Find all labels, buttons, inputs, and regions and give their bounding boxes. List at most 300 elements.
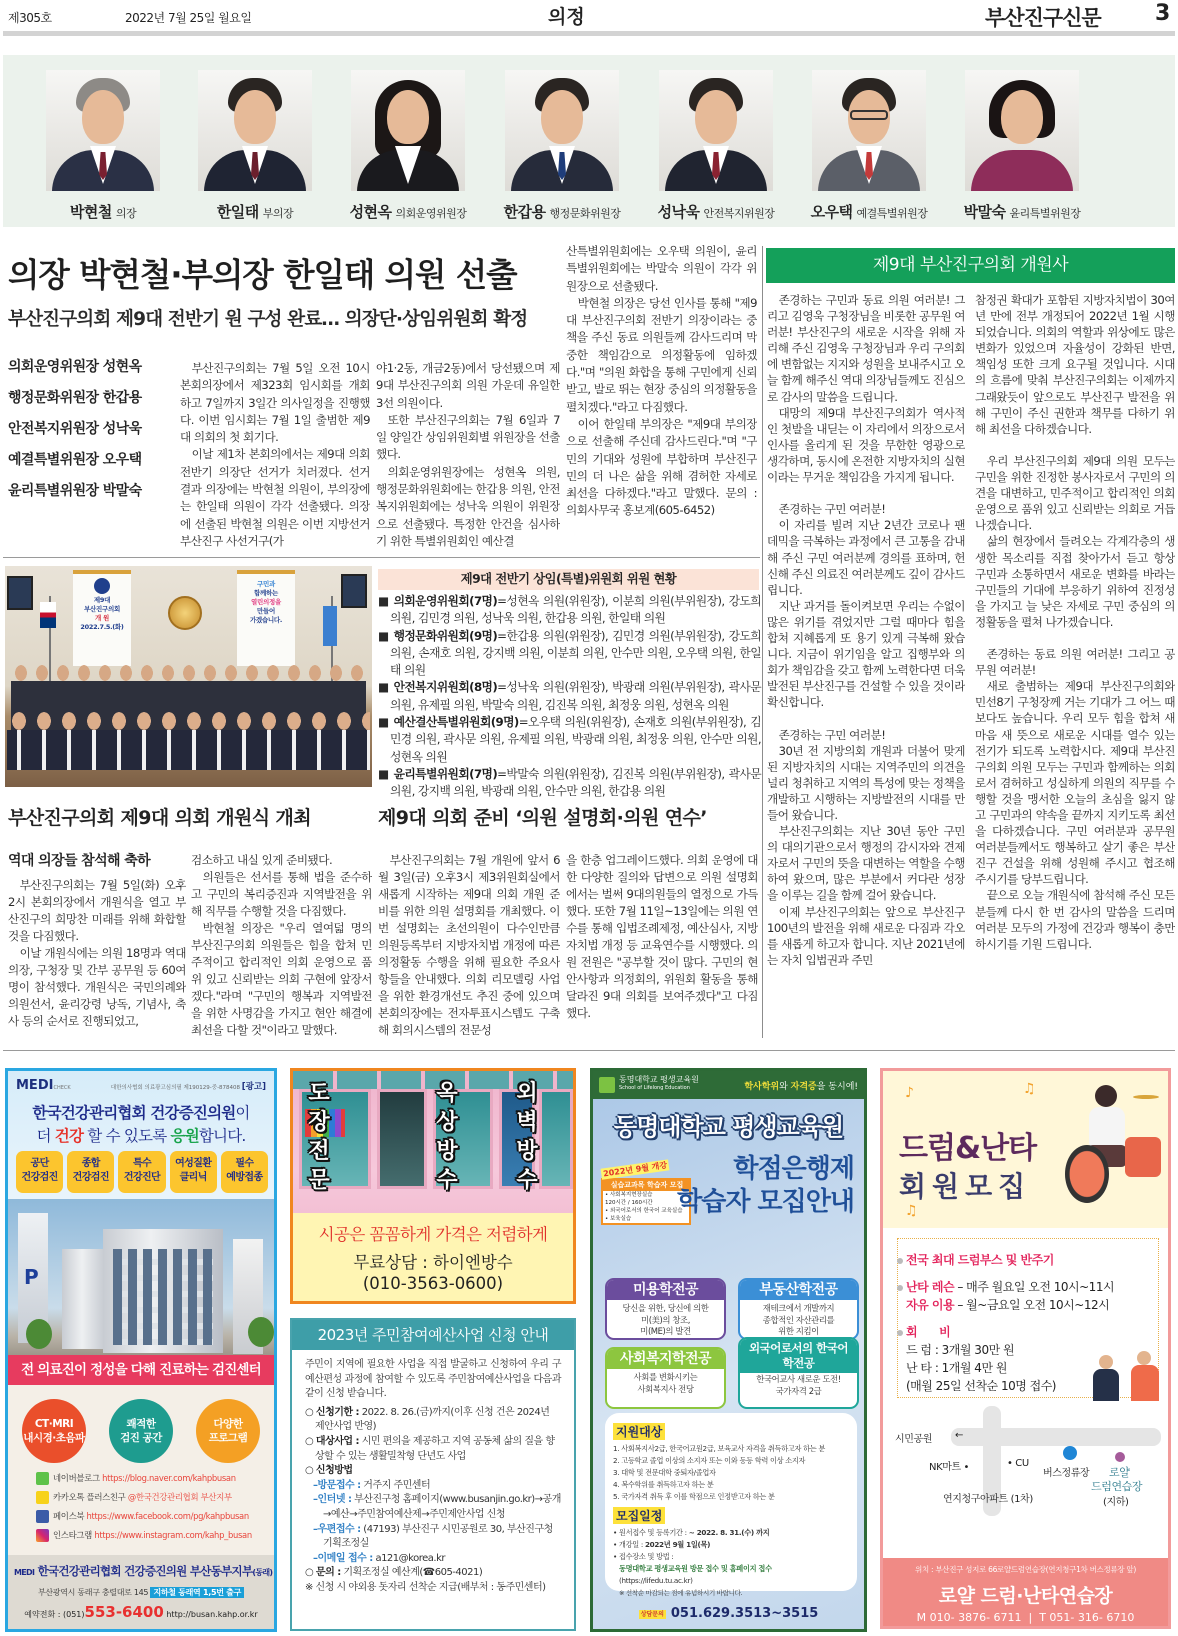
- cymbal-icon: [1133, 1095, 1159, 1099]
- field-label: 대상사업 :: [315, 1435, 360, 1447]
- branch-suffix: (동래): [252, 1568, 273, 1577]
- website-text: http://busan.kahp.or.kr: [166, 1610, 258, 1619]
- phone-number: 553-6400: [84, 1603, 164, 1621]
- field-value: 2022. 8. 26.(금)까지(이후 신청 건은 2024년 제안사업 반영): [315, 1406, 550, 1433]
- field-value: ~ 2022. 8. 31.(수) 까지: [688, 1528, 770, 1537]
- method-visit: [305, 1479, 561, 1494]
- field-label: –우편접수 :: [313, 1523, 361, 1535]
- committee-item: ■ 의회운영위원회(7명)=성현옥 의원(위원장), 이분희 의원(부위원장), 강도희 의원, 김민경 의원, 성낙욱 의원, 한갑용 의원, 한일태 의원: [378, 594, 761, 626]
- paragraph: 존경하는 동료 의원 여러분! 그리고 공무원 여러분!: [975, 647, 1175, 678]
- logo-name: 동명대학교 평생교육원: [619, 1075, 699, 1084]
- tree-icon: [26, 1319, 52, 1349]
- ad-banner: 전 의료진이 정성을 다해 진료하는 검진센터: [8, 1355, 274, 1385]
- paragraph: 존경하는 구민과 동료 의원 여러분! 그리고 김영욱 구청장님을 비롯한 공무원 여러분! 부산진구의 새로운 시작을 위해 자리해 주신 김영욱 구청장님과 우리 구의회에 변함없는 지지와 성원을 보내주시고 오늘 함께 해주신 역대 의장님들께도 진심으로 감사의 말씀을 드립니다.: [767, 293, 965, 404]
- logo-english: School of Lifelong Education: [619, 1085, 690, 1091]
- bass-drum-icon: [1065, 1145, 1109, 1203]
- badge-heading: 실습교과목 학습자 모집: [603, 1180, 689, 1191]
- portrait-photo: [46, 70, 160, 191]
- major-title: 사회복지학전공: [607, 1349, 724, 1369]
- chair-item: 윤리특별위원장 박말숙: [8, 483, 142, 499]
- committee-member-list: [378, 593, 761, 801]
- ceremony-column-2: [191, 852, 372, 1040]
- notice-contact: ○ 문의 : 기획조정실 예산계(☎605-4021): [305, 1567, 483, 1579]
- location-map: [883, 1406, 1168, 1556]
- major-title: 부동산학전공: [740, 1280, 857, 1300]
- chair-item: 의회운영위원장 성현옥: [8, 359, 142, 375]
- logo-text: MEDI: [14, 1568, 35, 1577]
- paragraph: 야1·2동, 개금2동)에서 당선됐으며 제9대 부산진구의회 의원 가운데 유일한 3선 의원이다.: [376, 361, 560, 410]
- major-desc: [740, 1300, 857, 1338]
- lead-article-column-2: [376, 360, 560, 554]
- notice-intro: 주민이 지역에 필요한 사업을 직접 발굴하고 신청하여 우리 구 예산편성 과정에 참여할 수 있도록 주민참여예산사업을 다음과 같이 신청 받습니다.: [305, 1359, 561, 1400]
- field-label: 신청기한 :: [315, 1406, 360, 1418]
- vertical-text-wall: 외벽방수: [516, 1081, 538, 1193]
- feature-text: 전국 최대 드럼부스 및 반주기: [906, 1253, 1054, 1267]
- ad-top-bar: [593, 1071, 864, 1099]
- ad-title: 동명대학교 평생교육원: [613, 1113, 844, 1141]
- council-members-front-row: [7, 711, 370, 787]
- banner-text: 구민과: [257, 580, 275, 588]
- map-label-bus-stop: 버스정류장: [1043, 1468, 1090, 1479]
- paragraph: 부산진구의회는 7월 5일(화) 오후2시 본회의장에서 개원식을 열고 부산진구의 희망찬 미래를 위해 화합할 것을 다짐했다.: [8, 878, 186, 943]
- university-logo-icon: [599, 1077, 615, 1093]
- committee-item: ■ 윤리특별위원회(7명)=박말숙 의원(위원장), 김진복 의원(부위원장), 곽사문 의원, 강지백 의원, 박광래 의원, 안수만 의원, 한갑용 의원: [378, 766, 761, 799]
- building-image: [8, 1199, 274, 1355]
- field-label: –이메일 접수 :: [313, 1552, 373, 1564]
- medicheck-logo: [16, 1078, 71, 1093]
- desc-line: 사회복지사 전당: [637, 1383, 694, 1394]
- field-label: • 원서접수 및 등록기간 :: [613, 1528, 689, 1537]
- instagram-icon: [36, 1529, 49, 1542]
- parking-sign-tower: P: [18, 1213, 48, 1343]
- feature-text: – 월~금요일 오전 10시~12시: [954, 1298, 1110, 1312]
- paragraph-gap: [975, 630, 1175, 646]
- health-center-ad: [5, 1068, 277, 1632]
- leader-title: 의회운영위원장: [395, 207, 467, 220]
- committee-members: =박말숙 의원(위원장), 김진복 의원(부위원장), 곽사문 의원, 강지백 의원, 박광래 의원, 안수만 의원, 한갑용 의원: [390, 766, 761, 799]
- eligibility-item: 4. 복수학위를 취득하고자 하는 분: [613, 1480, 714, 1489]
- approval-number: 대한의사협회 의료광고심의필 제190129-중-878408: [110, 1085, 241, 1091]
- feature-free-use: [906, 1296, 1109, 1313]
- ad-title: 드럼&난타: [899, 1131, 1037, 1166]
- music-note-icon: ♫: [1023, 1081, 1036, 1097]
- portrait-photo: [965, 70, 1079, 191]
- map-label-place: 로얄: [1109, 1466, 1130, 1479]
- fee-drum: 드 럼 : 3개월 30만 원: [906, 1343, 1015, 1357]
- lead-subheadline: 부산진구의회 제9대 전반기 원 구성 완료… 의장단·상임위원회 확정: [8, 309, 528, 330]
- consult-number: 051.629.3513~3515: [670, 1606, 819, 1621]
- committee-list-title: 제9대 전반기 상임(특별)위원회 위원 현황: [378, 569, 759, 590]
- major-social-welfare: [605, 1347, 726, 1409]
- paragraph: 이어 한일태 부의장은 "제9대 부의장으로 선출해 주신데 감사드린다."며 "구민의 기대와 성원에 부합하며 부산진구민의 더 나은 삶을 위해 겸허한 자세로 최선을 다하겠다."라고 말했다. 문의 : 의회사무국 홍보계(605-6452): [566, 416, 757, 518]
- subway-badge: 지하철 동래역 1,5번 출구: [150, 1587, 244, 1598]
- committee-name: 안전복지위원회(8명): [393, 680, 498, 695]
- studio-name: 로얄 드럼·난타연습장: [938, 1585, 1113, 1607]
- feature-label: 자유 이용: [906, 1298, 955, 1312]
- link-label: 인스타그램: [53, 1530, 92, 1540]
- lead-headline: 의장 박현철·부의장 한일태 의원 선출: [8, 256, 517, 294]
- ads-divider: [3, 1050, 1175, 1051]
- portrait-photo: [505, 70, 619, 191]
- service-list: [16, 1151, 268, 1193]
- shop-door: [377, 1089, 427, 1189]
- badge-item: • 보육실습: [605, 1216, 632, 1222]
- eligibility-item: 3. 대학 및 전문대학 중퇴자/졸업자: [613, 1468, 716, 1477]
- location-text: 위치 : 부산진구 성지로 66로얄드럼연습장(연지청구1차 버스정류장 앞): [915, 1565, 1136, 1574]
- feature-label: 다양한: [213, 1418, 243, 1430]
- ceremony-headline: 부산진구의회 제9대 의회 개원식 개최: [8, 807, 311, 829]
- ad-headline-1: [8, 1101, 274, 1123]
- opening-address-title: 제9대 부산진구의회 개원사: [766, 248, 1175, 283]
- badge-opening: 2022년 9월 개강: [601, 1159, 670, 1179]
- method-mail: [305, 1523, 561, 1552]
- musician-body: [1093, 1369, 1119, 1401]
- link-url: https://www.facebook.com/pg/kahpbusan: [86, 1511, 249, 1521]
- feature-badge: [109, 1399, 173, 1463]
- consult-label: 상담문의: [640, 1611, 664, 1618]
- issue-number: 제305호: [8, 11, 52, 25]
- paragraph: 부산진구의회는 지난 30년 동안 구민의 대의기관으로서 행정의 감시자와 견제자로서 구민의 뜻을 대변하는 역할을 수행하여 왔으며, 많은 부분에서 커다란 성장을 이루는 길을 함께 걸어 왔습니다.: [767, 824, 965, 903]
- university-url: (https://lifedu.tu.ac.kr): [619, 1576, 693, 1585]
- eligibility-item: 2. 고등학교 졸업 이상의 소지자 또는 이와 동등 학력 이상 소지자: [613, 1456, 806, 1465]
- desc-line: 당신을 위한, 당신에 의한: [622, 1303, 709, 1313]
- leader-title: 부의장: [262, 207, 294, 220]
- feature-label: 쾌적한: [126, 1418, 156, 1430]
- leader-title: 윤리특별위원장: [1009, 207, 1081, 220]
- studio-phones: M 010- 3876- 6711 | T 051- 316- 6710: [916, 1611, 1135, 1624]
- ad-headline-2: [8, 1124, 274, 1146]
- desc-line: 미(ME)의 발견: [640, 1326, 691, 1336]
- university-logo-text: [619, 1075, 699, 1093]
- application-info-panel: [605, 1413, 857, 1597]
- leader-name: 박말숙: [963, 203, 1006, 221]
- committee-item: ■ 안전복지위원회(8명)=성낙욱 의원(위원장), 박광래 의원(부위원장), 곽사문 의원, 유제필 의원, 박말숙 의원, 김진복 의원, 최정웅 의원, 성현옥 의원: [378, 680, 761, 712]
- notice-deadline: ○ 신청기한 : 2022. 8. 26.(금)까지(이후 신청 건은 2024년 제안사업 반영): [305, 1406, 550, 1433]
- service-item: [221, 1151, 268, 1193]
- headline-text: 합니다.: [198, 1127, 246, 1145]
- social-links: [36, 1471, 271, 1547]
- ad-tag: [광고]: [241, 1082, 266, 1092]
- music-note-icon: ♫: [905, 1203, 918, 1219]
- slogan-highlight: 자격증: [790, 1082, 817, 1092]
- desc-line: 사회를 변화시키는: [633, 1372, 698, 1382]
- portrait-caption: [170, 201, 340, 222]
- field-value: (47193) 부산진구 시민공원로 30, 부산진구청 기획조정실: [323, 1523, 553, 1550]
- paragraph-gap: [975, 437, 1175, 453]
- opening-address-column-1: [767, 292, 965, 1037]
- desc-line: 재테크에서 개발까지: [762, 1303, 835, 1313]
- fee-note: (매월 25일 선착순 10명 접수): [906, 1379, 1056, 1393]
- opening-address-column-2: [975, 292, 1175, 1037]
- paragraph: 또한 부산진구의회는 7월 6일과 7일 양일간 상임위원회별 위원장을 선출했다.: [376, 412, 560, 462]
- drum-nanta-ad: [880, 1068, 1171, 1629]
- preparation-headline: 제9대 의회 준비 ‘의원 설명회·의원 연수’: [378, 807, 707, 829]
- paragraph: 부산진구의회는 7월 개원에 앞서 6월 3일(금) 오후3시 제3위원회실에서 새롭게 시작하는 제9대 의회 개원 준비를 위한 의원 설명회를 개최했다. 이번 설명회는 초선의원이 다수인만큼 의원등록부터 지방자치법 개정에 따른 의정활동 수행을 위해 필요한 주요사항들을 안내했다. 의회 리모델링 사업을 위한 환경개선도 추진 중에 있으며 본회의장에는 전자투표시스템도 구축해 회의시스템의 전문성: [378, 853, 560, 1037]
- portrait-caption: [18, 201, 188, 222]
- paragraph: 박현철 의장은 "우리 열여덟 명의 부산진구의회 의원들은 힘을 합쳐 민주적이고 합리적인 의회 운영으로 품위 있고 신뢰받는 의회 구현에 앞장서겠다."라며 "구민의 행복과 지역발전을 위한 사명감을 가지고 현안 해결에 최선을 다할 것"이라고 말했다.: [191, 921, 372, 1037]
- lead-article-column-1: [180, 360, 370, 554]
- paragraph: 박현철 의장은 당선 인사를 통해 "제9대 부산진구의회 전반기 의장이라는 중책을 주신 동료 의원들께 감사드리며 막중한 책임감으로 의정활동에 임하겠다."며 "의원 화합을 통해 구민에게 신뢰받고, 발로 뛰는 현장 중심의 의정활동을 펼치겠다."라고 다짐했다.: [566, 295, 757, 414]
- headline-highlight: 건강: [54, 1127, 84, 1145]
- social-link-facebook: [36, 1509, 271, 1528]
- committee-item: ■ 행정문화위원회(9명)=한갑용 의원(위원장), 김민경 의원(부위원장), 강도희 의원, 손재호 의원, 강지백 의원, 이분희 의원, 안수만 의원, 오우택 의원, 한일태 의원: [378, 628, 761, 678]
- ad-phone: (010-3563-0600): [362, 1274, 504, 1293]
- social-link-kakao: [36, 1490, 271, 1509]
- headline-text: 할 수 있도록: [83, 1127, 171, 1145]
- paragraph: 검소하고 내실 있게 준비됐다.: [191, 853, 333, 867]
- link-label: 페이스북: [53, 1511, 85, 1521]
- committee-name: 예산결산특별위원회(9명): [393, 715, 519, 730]
- link-url: @한국건강관리협회 부산지부: [127, 1492, 232, 1502]
- banner-text: 제9대: [93, 596, 111, 604]
- paragraph: 부산진구의회는 7월 5일 오전 10시 본회의장에서 제323회 임시회를 개회하고 7일까지 3일간 의사일정을 진행했다. 이번 임시회는 7월 1일 출범한 제9대 의회의 첫 회기다.: [180, 361, 370, 445]
- service-item: [170, 1151, 217, 1193]
- musician-body: [1131, 1365, 1159, 1401]
- field-label: • 개강일 :: [613, 1540, 645, 1549]
- ad-approval: [111, 1080, 266, 1092]
- heading-line: 학습자 모집안내: [677, 1187, 854, 1217]
- headline-text: 한국건강관리협회 건강증진의원: [32, 1104, 236, 1122]
- musician-head: [1099, 1355, 1113, 1369]
- shop-window: [539, 1089, 573, 1189]
- headline-highlight: 응원: [170, 1127, 199, 1145]
- newspaper-name: 부산진구신문: [985, 6, 1101, 30]
- desc-line: 미(美)의 창조,: [641, 1314, 690, 1325]
- desc-line: 국가자격 2급: [775, 1385, 822, 1396]
- service-label: 필수: [235, 1158, 254, 1169]
- service-label: 여성질환: [175, 1158, 212, 1169]
- main-building: [103, 1229, 223, 1353]
- service-label: 공단: [30, 1158, 49, 1169]
- credit-bank-heading: [677, 1153, 854, 1219]
- naver-blog-icon: [36, 1472, 49, 1485]
- korean-flag-icon: [40, 602, 56, 628]
- chair-item: 안전복지위원장 성낙욱: [8, 421, 142, 437]
- map-arrow-icon: ←: [955, 1430, 963, 1441]
- drummer-head: [1095, 1085, 1117, 1107]
- address-text: 부산광역시 동래구 충렬대로 145: [37, 1588, 149, 1597]
- tree-icon: [248, 1317, 274, 1347]
- map-label-mart: NK마트 •: [929, 1462, 970, 1473]
- portrait-photo: [812, 70, 926, 191]
- ad-footer: [8, 1555, 274, 1632]
- service-label: 건강검진: [72, 1172, 109, 1183]
- major-beauty: [605, 1278, 726, 1340]
- service-label: 종합: [81, 1158, 100, 1169]
- committee-item: ■ 예산결산특별위원회(9명)=오우택 의원(위원장), 손재호 의원(부위원장), 김민경 의원, 곽사문 의원, 유제필 의원, 박광래 의원, 최정웅 의원, 안수만 의원, 성현옥 의원: [378, 715, 761, 764]
- banner-text: 가겠습니다.: [249, 616, 283, 624]
- bullet-icon: [897, 1285, 903, 1291]
- field-value: 거주지 주민센터: [360, 1479, 431, 1491]
- committee-chairs-list: [8, 357, 173, 512]
- schedule-note: ※ 선착순 마감되는 점에 유념하시기 바랍니다.: [619, 1589, 743, 1597]
- service-label: 건강검진: [21, 1172, 58, 1183]
- fee-nanta: 난 타 : 1개월 4만 원: [906, 1361, 1007, 1375]
- council-emblem-icon: [168, 596, 202, 630]
- slogan-banner: [237, 570, 295, 666]
- paragraph: 참정권 확대가 포함된 지방자치법이 30여년 만에 전부 개정되어 2022년 1월 시행되었습니다. 의회의 역할과 위상에도 많은 변화가 있었으며 자율성이 강화된 반면, 책임성 또한 크게 요구될 것입니다. 시대의 흐름에 맞춰 부산진구의회는 이제까지 그래왔듯이 앞으로도 부산진구 발전을 위해 구민이 주신 권한과 책무를 다하기 위해 최선을 다하겠습니다.: [975, 293, 1175, 436]
- ad-slogan: [744, 1079, 858, 1092]
- committee-members: =성낙욱 의원(위원장), 박광래 의원(부위원장), 곽사문 의원, 유제필 의원, 박말숙 의원, 김진복 의원, 최정웅 의원, 성현옥 의원: [390, 680, 761, 712]
- eligibility-item: 1. 사회복지사2급, 한국어교원2급, 보육교사 자격을 취득하고자 하는 분: [613, 1444, 826, 1453]
- banner-text: 개 원: [95, 614, 109, 622]
- feature-label: CT·MRI: [34, 1418, 74, 1430]
- section-divider: [3, 557, 760, 558]
- portrait-caption: [631, 201, 801, 222]
- ad-header-area: [883, 1071, 1168, 1228]
- facebook-icon: [36, 1510, 49, 1523]
- service-label: 특수: [132, 1158, 152, 1169]
- leader-title: 안전복지위원장: [703, 207, 775, 220]
- portrait-caption: [784, 201, 954, 222]
- field-value: 기획조정실 예산계(☎605-4021): [340, 1567, 483, 1579]
- leader-name: 성낙욱: [657, 203, 700, 221]
- feature-text: – 매주 월요일 오전 10시~11시: [954, 1280, 1115, 1294]
- storefront-photo: [293, 1071, 573, 1213]
- ad-subtitle: 회원모집: [899, 1170, 1032, 1203]
- leader-name: 오우택: [810, 203, 853, 221]
- field-value: 부산진구청 홈페이지(www.busanjin.go.kr)→공개→예산→주민참여예산제→주민제안사업 신청: [323, 1494, 561, 1520]
- leader-title: 예결특별위원장: [856, 207, 928, 220]
- major-title: 외국어로서의 한국어학전공: [740, 1339, 857, 1373]
- paragraph: 존경하는 구민 여러분!: [778, 727, 886, 742]
- paragraph: 의원들은 선서를 통해 법을 준수하고 구민의 복리증진과 지역발전을 위해 직무를 수행할 것을 다짐했다.: [191, 870, 372, 918]
- badge-item: 120시간 / 160시간: [605, 1200, 653, 1206]
- page-number: 3: [1155, 1, 1171, 26]
- heading-line: 학점은행제: [733, 1154, 854, 1184]
- major-real-estate: [738, 1278, 859, 1340]
- banner-text: 만들어: [257, 607, 275, 615]
- column-divider: [762, 246, 763, 1038]
- link-url: https://www.instagram.com/kahp_busan: [94, 1530, 252, 1540]
- major-desc: [607, 1300, 724, 1338]
- vertical-text-roof: 옥상방수: [436, 1081, 458, 1193]
- schedule-place: • 접수장소 및 방법 :: [613, 1552, 674, 1561]
- ceremony-column-1: [8, 877, 186, 1037]
- drummer-body: [1089, 1107, 1125, 1147]
- chair-item: 행정문화위원장 한갑용: [8, 390, 142, 406]
- schedule-place-value: 동명대학교 평생교육원 방문 접수 및 홈페이지 접수: [619, 1564, 772, 1573]
- desc-line: 종합적인 자산관리를: [762, 1314, 835, 1325]
- ceremony-subheadline: 역대 의장들 참석해 축하: [8, 853, 151, 869]
- major-desc: [740, 1373, 857, 1397]
- map-label-park: 시민공원: [895, 1434, 933, 1445]
- location-pin-icon: [1115, 1452, 1125, 1462]
- committee-name: 의회운영위원회(7명): [393, 594, 498, 608]
- preparation-column-2: [566, 852, 758, 1040]
- link-label: 네이버블로그: [53, 1473, 100, 1483]
- ad-consult: 무료상담 : 하이엔방수: [353, 1253, 513, 1272]
- bullet-icon: [897, 1330, 903, 1336]
- chair-item: 예결특별위원장 오우택: [8, 452, 142, 468]
- council-leaders-strip: [3, 55, 1175, 227]
- field-value: 2022년 9월 1일(목): [644, 1540, 711, 1549]
- paragraph: 30년 전 지방의회 개원과 더불어 맞게 된 지방자치의 시대는 지역주민의 의견을 널리 청취하고 지역의 특성에 맞는 정책을 개발하고 시행하는 지방발전의 시대를 만들어 왔습니다.: [767, 743, 965, 822]
- leader-name: 성현옥: [349, 203, 392, 221]
- kakao-plus-icon: [36, 1491, 49, 1504]
- leader-name: 한갑용: [503, 203, 546, 221]
- monitor-screen: [7, 576, 33, 610]
- notice-title: 2023년 주민참여예산사업 신청 안내: [292, 1320, 574, 1350]
- banner-date: 2022.7.5.(화): [80, 623, 124, 631]
- eligibility-item: 5. 국가자격 취득 후 이를 학점으로 인정받고자 하는 분: [613, 1492, 775, 1501]
- paragraph: 대망의 제9대 부산진구의회가 역사적인 첫발을 내딛는 이 자리에서 의장으로서 인사를 올리게 된 것을 무한한 영광으로 생각하며, 동시에 온전한 지방자치의 실현이라는 무거운 책임감을 가지게 됩니다.: [767, 405, 965, 485]
- feature-label: 내시경·초음파: [23, 1432, 85, 1444]
- opening-banner: [73, 570, 131, 666]
- service-item: [118, 1151, 165, 1193]
- portrait-photo: [351, 70, 465, 191]
- field-value: 시민 편의을 제공하고 지역 공동체 삶의 질을 향상할 수 있는 생활밀착형 단년도 사업: [315, 1435, 555, 1462]
- map-label-basement: (지하): [1103, 1497, 1129, 1508]
- musicians-illustration: [1093, 1347, 1163, 1401]
- eligibility-heading: 지원대상: [613, 1423, 665, 1440]
- notice-method: ○ 신청방법: [305, 1465, 353, 1477]
- logo-subtext: CHECK: [53, 1085, 71, 1091]
- link-url: https://blog.naver.com/kahpbusan: [102, 1473, 236, 1483]
- desc-line: 한국어교사 새로운 도전!: [756, 1374, 841, 1384]
- branch-address: [8, 1587, 274, 1598]
- feature-lesson: [897, 1278, 1114, 1295]
- leader-name: 박현철: [69, 203, 112, 221]
- preparation-column-1: [378, 852, 560, 1040]
- banner-text: 열린의정을: [251, 598, 281, 606]
- portrait-caption: [323, 201, 493, 222]
- field-label: –방문접수 :: [313, 1479, 361, 1491]
- paragraph: 산특별위원회에는 오우택 의원이, 윤리특별위원회에는 박말숙 의원이 각각 위원장으로 선출됐다.: [566, 244, 757, 293]
- field-label: 문의 :: [315, 1567, 341, 1579]
- consult-phone: [593, 1606, 864, 1621]
- leader-name: 한일태: [216, 203, 259, 221]
- link-label: 카카오톡 플러스친구: [53, 1492, 126, 1502]
- committee-members: =오우택 의원(위원장), 손재호 의원(부위원장), 김민경 의원, 곽사문 의원, 유제필 의원, 박광래 의원, 최정웅 의원, 안수만 의원, 성현옥 의원: [390, 715, 761, 764]
- leader-title: 행정문화위원장: [549, 207, 621, 220]
- paragraph: 우리 부산진구의회 제9대 의원 모두는 구민을 위한 진정한 봉사자로서 구민의 의견을 대변하고, 민주적이고 합리적인 의회운영으로 품위 있고 신뢰받는 의회로 거듭나겠습니다.: [975, 453, 1175, 533]
- opening-ceremony-photo: [5, 566, 372, 787]
- fee-label: 회 비: [906, 1325, 951, 1339]
- field-label: –인터넷 :: [313, 1494, 352, 1506]
- issue-date: 2022년 7월 25일 월요일: [125, 11, 252, 25]
- paragraph: 이제 부산진구의회는 앞으로 부산진구 100년의 발전을 위해 새로운 다짐과 각오를 새롭게 하고자 합니다. 지난 2021년에는 자치 입법권과 주민: [767, 904, 965, 967]
- paragraph: 이날 개원식에는 의원 18명과 역대 의장, 구청장 및 간부 공무원 등 60여 명이 참석했다. 개원식은 국민의례와 의원선서, 윤리강령 낭독, 기념사, 축사 등의 순서로 진행되었고,: [8, 946, 186, 1028]
- feature-label: 난타 레슨: [906, 1280, 955, 1294]
- service-label: 예방접종: [226, 1172, 263, 1183]
- waterproofing-ad: [290, 1068, 576, 1304]
- feature-badge: [22, 1399, 86, 1463]
- social-link-instagram: [36, 1528, 271, 1547]
- map-label-place: 드럼연습장: [1091, 1480, 1143, 1493]
- feature-badge: [196, 1399, 260, 1463]
- schedule-heading: 모집일정: [613, 1507, 665, 1524]
- badge-item: • 외국어로서의 한국어 교육실습: [605, 1208, 683, 1214]
- paragraph: 끝으로 오늘 개원식에 참석해 주신 모든 분들께 다시 한 번 감사의 말씀을 드리며 여러분 모두의 가정에 건강과 행복이 충만하시기를 기원 드립니다.: [975, 888, 1175, 951]
- service-item: [16, 1151, 63, 1193]
- slogan-highlight: 학사학위: [744, 1082, 780, 1092]
- committee-name: 행정문화위원회(9명): [393, 628, 498, 643]
- service-label: 건강진단: [123, 1172, 161, 1183]
- social-link-naver: [36, 1471, 271, 1490]
- service-label: 클리닉: [179, 1172, 207, 1183]
- desc-line: 위한 지킴이: [778, 1326, 819, 1336]
- map-label-apartment: 연지청구아파트 (1차): [943, 1494, 1033, 1505]
- field-value: a121@korea.kr: [372, 1552, 445, 1564]
- branch-title: 한국건강관리협회 건강증진의원 부산동부지부: [37, 1564, 253, 1578]
- badge-item: • 사회복지현장실습: [605, 1192, 653, 1198]
- slogan-text: 와: [779, 1082, 791, 1092]
- service-item: [67, 1151, 114, 1193]
- snare-drum-icon: [1125, 1137, 1161, 1177]
- field-label: 신청방법: [315, 1465, 353, 1477]
- bus-stop-icon: [1063, 1446, 1077, 1460]
